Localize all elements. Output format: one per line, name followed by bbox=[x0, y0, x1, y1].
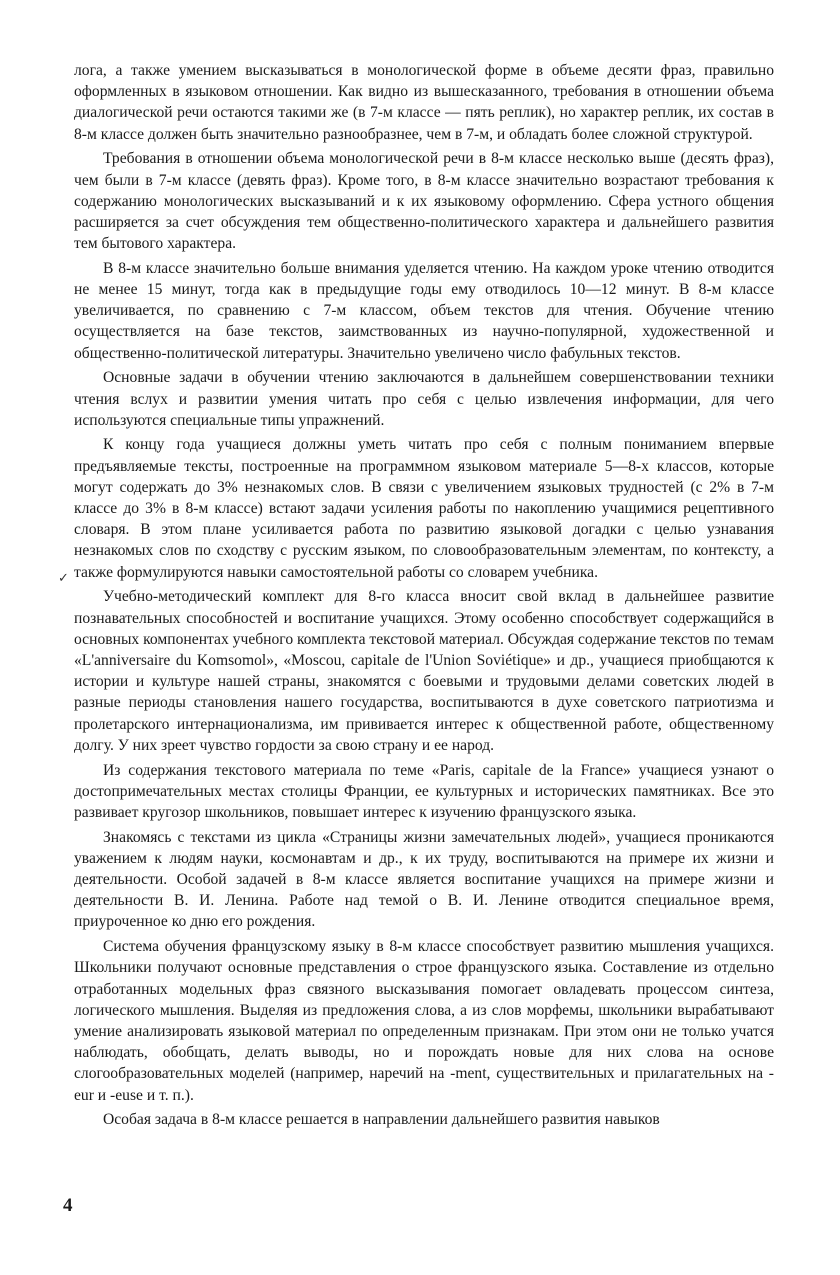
margin-check-mark: ✓ bbox=[58, 570, 69, 585]
paragraph-2: Требования в отношении объема монологической речи в 8-м классе несколько выше (десять фраз), чем были в 7-м классе (девять фраз). Кроме того, в 8-м классе значительно возрастают требования к содержанию монологических высказываний и к их языковому оформлению. Сфера устного общения расширяется за счет обсуждения тем общественно-политического характера и дальнейшего развития тем бытового характера. bbox=[74, 150, 774, 253]
page-text bbox=[74, 60, 774, 1134]
paragraph-3: В 8-м классе значительно больше внимания уделяется чтению. На каждом уроке чтению отводится не менее 15 минут, тогда как в предыдущие годы ему отводилось 10—12 минут. В 8-м классе увеличивается, по сравнению с 7-м классом, объем текстов для чтения. Обучение чтению осуществляется на базе текстов, заимствованных из научно-популярной, художественной и общественно-политической литературы. Значительно увеличено число фабульных текстов. bbox=[74, 259, 774, 362]
page-number: 4 bbox=[63, 1195, 73, 1216]
paragraph-7: Из содержания текстового материала по теме «Paris, capitale de la France» учащиеся узнают о достопримечательных местах столицы Франции, ее культурных и исторических памятниках. Все это развивает кругозор школьников, повышает интерес к изучению французского языка. bbox=[74, 761, 774, 821]
paragraph-10: Особая задача в 8-м классе решается в направлении дальнейшего развития навыков bbox=[103, 1111, 660, 1129]
paragraph-5: К концу года учащиеся должны уметь читать про себя с полным пониманием впервые предъявляемые тексты, построенные на программном языковом материале 5—8-х классов, которые могут содержать до 3% незнакомых слов. В связи с увеличением языковых трудностей (с 2% в 7-м классе до 3% в 8-м классе) встают задачи усиления работы по накоплению учащимися рецептивного словаря. В этом плане усиливается работа по развитию языковой догадки с целью узнавания незнакомых слов по сходству с русским языком, по словообразовательным элементам, по контексту, а также формулируются навыки самостоятельной работы со словарем учебника. bbox=[74, 436, 774, 581]
paragraph-9: Система обучения французскому языку в 8-м классе способствует развитию мышления учащихся. Школьники получают основные представления о строе французского языка. Составление из отдельно отработанных модельных фраз связного высказывания помогает овладевать процессом синтеза, логического мышления. Выделяя из предложения слова, а из слов морфемы, школьники вырабатывают умение анализировать языковой материал по определенным признакам. При этом они не только учатся наблюдать, обобщать, делать выводы, но и порождать новые для них слова на основе слогообразовательных моделей (например, наречий на -ment, существительных и прилагательных на -eur и -euse и т. п.). bbox=[74, 938, 774, 1104]
paragraph-4: Основные задачи в обучении чтению заключаются в дальнейшем совершенствовании техники чтения вслух и развитии умения читать про себя с целью извлечения информации, для чего используются специальные типы упражнений. bbox=[74, 369, 774, 429]
paragraph-1: лога, а также умением высказываться в монологической форме в объеме десяти фраз, правильно оформленных в языковом отношении. Как видно из вышесказанного, требования в отношении объема диалогической речи остаются такими же (в 7-м классе — пять реплик), но характер реплик, их состав в 8-м классе должен быть значительно разнообразнее, чем в 7-м, и обладать более сложной структурой. bbox=[74, 62, 774, 143]
paragraph-6: Учебно-методический комплект для 8-го класса вносит свой вклад в дальнейшее развитие познавательных способностей и воспитание учащихся. Этому особенно способствует содержащийся в основных компонентах учебного комплекта текстовой материал. Обсуждая содержание текстов по темам «L'anniversaire du Komsomol», «Moscou, capitale de l'Union Soviétique» и др., учащиеся приобщаются к истории и культуре нашей страны, знакомятся с боевыми и трудовыми делами советских людей в разные периоды становления нашего государства, воспитываются в духе советского патриотизма и пролетарского интернационализма, им прививается интерес к общественной работе, общественному долгу. У них зреет чувство гордости за свою страну и ее народ. bbox=[74, 588, 774, 754]
paragraph-8: Знакомясь с текстами из цикла «Страницы жизни замечательных людей», учащиеся проникаются уважением к людям науки, космонавтам и др., к их труду, воспитываются на примере их жизни и деятельности. Особой задачей в 8-м классе является воспитание учащихся на примере жизни и деятельности В. И. Ленина. Работе над темой о В. И. Ленине отводится специальное время, приуроченное ко дню его рождения. bbox=[74, 828, 774, 931]
